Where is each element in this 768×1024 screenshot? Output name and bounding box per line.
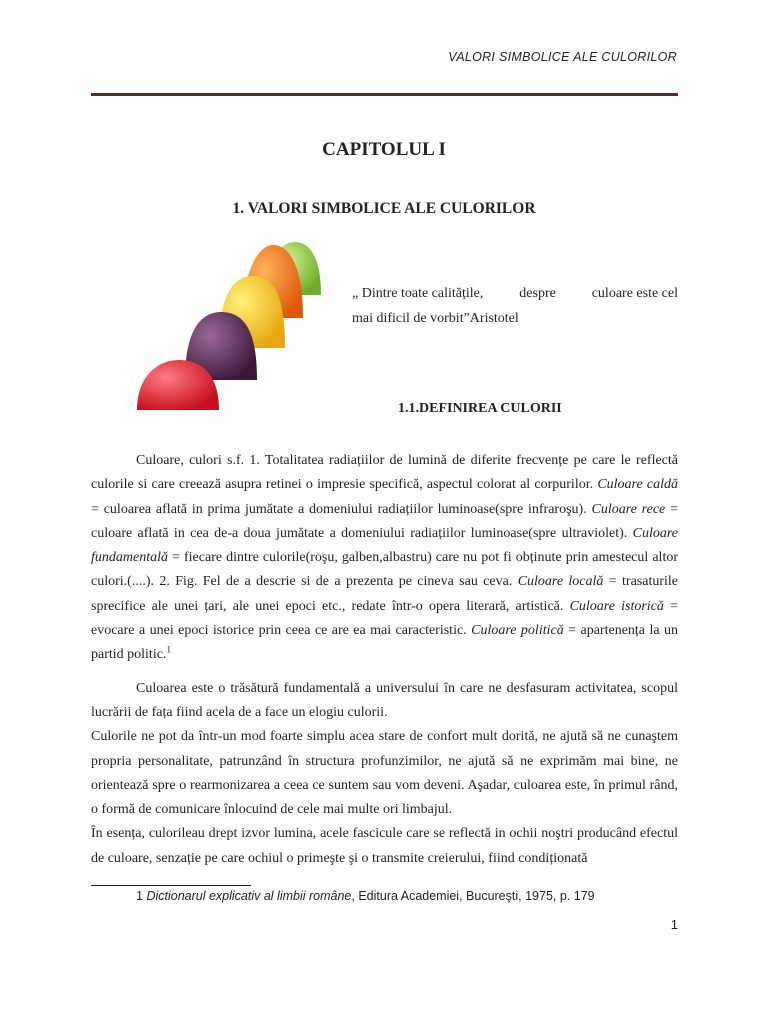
defined-term: Culoare locală	[517, 574, 604, 590]
text-run: = fiecare dintre culorile(roşu, galben,albastru) care nu pot fi obținute prin amestecul altor culori.(....). 2. Fig. Fel de a descrie si de a prezenta pe cineva sau ceva.	[91, 550, 678, 590]
text-run: = culoarea aflată in prima jumătate a domeniului radiațiilor luminoase(spre infraroşu).	[91, 501, 592, 517]
paragraph-light: În esența, culorileau drept izvor lumina, acele fascicule care se reflectă in ochii noştri producând efectul de culoare, senzație pe care ochiul o primeşte şi o transmite creierului, fiind condiționată	[91, 826, 678, 866]
running-header: VALORI SIMBOLICE ALE CULORILOR	[448, 50, 677, 64]
footnote-reference: 1	[166, 644, 171, 655]
text-run: = trasaturile sprecifice ale unei țari, ale unei epoci etc., redate într-o opera literară, artistică.	[91, 574, 679, 614]
quote-word: „ Dintre toate calitățile,	[352, 286, 484, 301]
quote-line-1	[352, 281, 678, 306]
page-number: 1	[670, 917, 678, 932]
defined-term: Culoare fundamentală	[91, 525, 678, 566]
gumdrop-candies-icon	[135, 240, 325, 415]
quote-word: culoare este cel	[591, 286, 678, 301]
footnote-title: Dictionarul explicativ al limbii române	[146, 889, 352, 903]
text-run: = evocare a unei epoci istorice prin ceea ce are ea mai caracteristic.	[91, 598, 678, 639]
defined-term: Culoare rece	[591, 501, 666, 517]
paragraph-intro: Culoarea este o trăsătură fundamentală a universului în care ne desfasuram activitatea, scopul lucrării de fața fiind acela de a face un elogiu culorii.	[91, 680, 678, 720]
text-run: Culoare, culori s.f. 1. Totalitatea radiațiilor de lumină de diferite frecvențe pe care le reflectă culorile si care creează asupra retinei o impresie specifică, aspectul colorat al corpurilor.	[91, 453, 678, 493]
body-text	[91, 449, 678, 871]
subsection-title: 1.1.DEFINIREA CULORII	[398, 401, 562, 416]
chapter-title: CAPITOLUL I	[322, 139, 446, 160]
footnote-rule	[91, 885, 251, 886]
defined-term: Culoare caldă	[597, 477, 678, 493]
footnote	[136, 889, 595, 903]
quote-line-2: mai dificil de vorbit”Aristotel	[352, 311, 519, 326]
text-run: = apartenența la un partid politic.	[91, 623, 678, 663]
header-rule	[91, 93, 678, 96]
paragraph-definition	[91, 449, 678, 668]
quote-word: despre	[519, 286, 556, 301]
footnote-number: 1	[136, 889, 143, 903]
epigraph-quote	[352, 281, 678, 331]
defined-term: Culoare politică	[471, 623, 564, 639]
text-run: = culoare aflată in cea de-a doua jumătate a domeniului radiațiilor luminoase(spre ultraviolet).	[91, 501, 678, 541]
paragraph-comfort: Culorile ne pot da într-un mod foarte simplu acea stare de confort mult dorită, ne ajută să ne cunaştem propria personalitate, patrunzând în structura profunzimilor, ne ajută să ne exprimăm mai bine, ne orientează spre o rearmonizarea a ceea ce suntem sau vom deveni. Aşadar, culoarea este, în primul rând, o formă de comunicare înlocuind de cele mai multe ori limbajul.	[91, 729, 678, 818]
section-title: 1. VALORI SIMBOLICE ALE CULORILOR	[232, 200, 536, 217]
defined-term: Culoare istorică	[569, 598, 664, 614]
footnote-rest: , Editura Academiei, Bucureşti, 1975, p. 179	[351, 889, 595, 903]
